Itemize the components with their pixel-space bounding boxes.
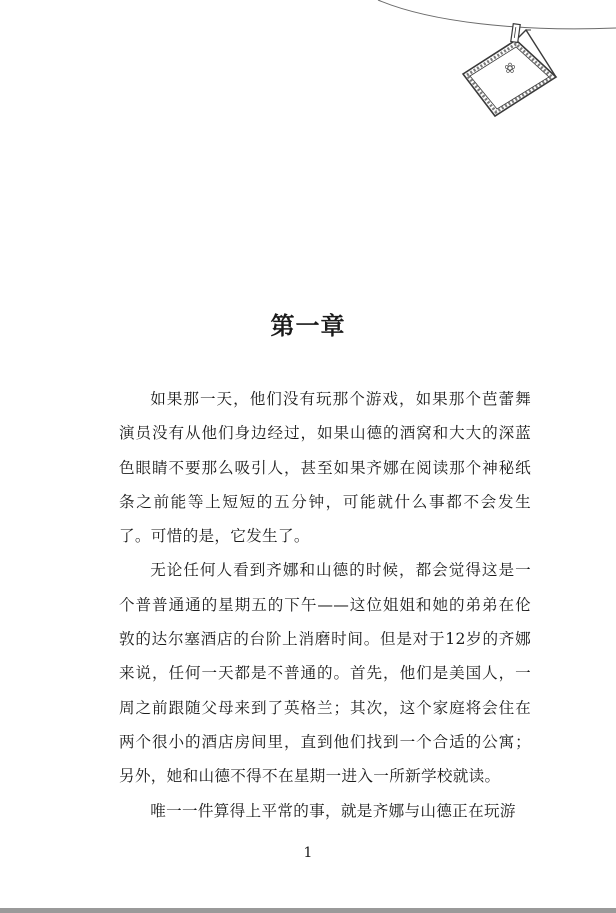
paragraph: 如果那一天，他们没有玩那个游戏，如果那个芭蕾舞演员没有从他们身边经过，如果山德的酒窝和大大的深蓝色眼睛不要那么吸引人，甚至如果齐娜在阅读那个神秘纸条之前能等上短短的五分钟，可能就什么事都不会发生了。可惜的是，它发生了。	[119, 390, 531, 546]
chapter-body	[119, 382, 531, 828]
chapter-title: 第一章	[270, 312, 346, 340]
hanging-envelope-icon	[0, 0, 616, 140]
bottom-divider	[0, 908, 616, 913]
page-number: 1	[303, 845, 313, 861]
paragraph: 唯一一件算得上平常的事，就是齐娜与山德正在玩游	[150, 801, 516, 820]
paragraph: 无论任何人看到齐娜和山德的时候，都会觉得这是一个普普通通的星期五的下午——这位姐姐和她的弟弟在伦敦的达尔塞酒店的台阶上消磨时间。但是对于12岁的齐娜来说，任何一天都是不普通的。首先，他们是美国人，一周之前跟随父母来到了英格兰；其次，这个家庭将会住在两个很小的酒店房间里，直到他们找到一个合适的公寓；另外，她和山德不得不在星期一进入一所新学校就读。	[119, 561, 531, 786]
